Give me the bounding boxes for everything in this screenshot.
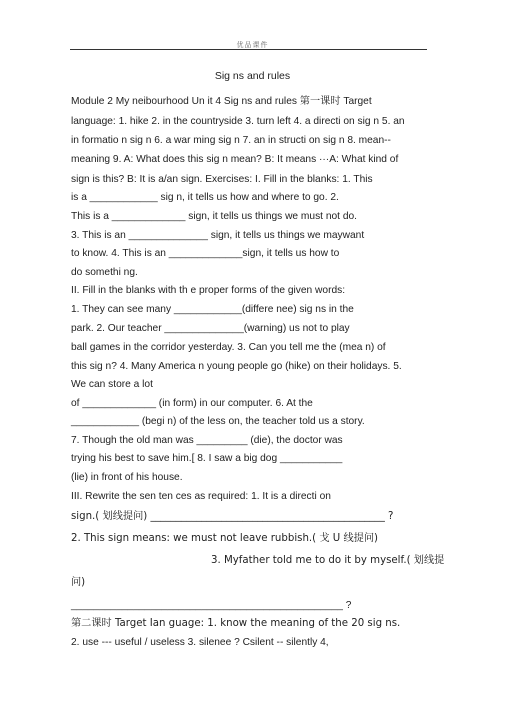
text-line: ball games in the corridor yesterday. 3. Can you tell me the (mea n) of — [71, 342, 386, 353]
text-line: ________________________________________________ ? — [71, 600, 352, 611]
text-line: We can store a lot — [71, 379, 153, 390]
text-line: 1. They can see many ____________(differe nee) sig ns in the — [71, 304, 354, 315]
text-line: language: 1. hike 2. in the countryside 3. turn left 4. a directi on sig n 5. an — [71, 116, 405, 127]
text-line: 问) — [71, 577, 86, 588]
text-line: in formatio n sig n 6. a war ming sig n 7. an in structi on sig n 8. mean-- — [71, 135, 391, 146]
text-line: Module 2 My neibourhood Un it 4 Sig ns and rules 第一课时 Target — [71, 96, 372, 107]
text-line: sign.( 划线提问) ______________________________________________ ? — [71, 511, 394, 522]
text-line: this sig n? 4. Many America n young people go (hike) on their holidays. 5. — [71, 361, 402, 372]
text-line: ____________ (begi n) of the less on, the teacher told us a story. — [71, 416, 365, 427]
document-title: Sig ns and rules — [214, 70, 291, 82]
text-line: 7. Though the old man was _________ (die), the doctor was — [71, 435, 343, 446]
text-line: park. 2. Our teacher ______________(warning) us not to play — [71, 323, 350, 334]
text-line: do somethi ng. — [71, 267, 138, 278]
text-line: is a ____________ sig n, it tells us how and where to go. 2. — [71, 192, 339, 203]
text-line: trying his best to save him.[ 8. I saw a big dog ___________ — [71, 453, 343, 464]
text-line: This is a _____________ sign, it tells us things we must not do. — [71, 211, 357, 222]
text-line: sign is this? B: It is a/an sign. Exercises: I. Fill in the blanks: 1. This — [71, 174, 373, 185]
text-line: III. Rewrite the sen ten ces as required: 1. It is a directi on — [71, 491, 331, 502]
text-line: to know. 4. This is an _____________sign, it tells us how to — [71, 248, 340, 259]
text-line: 3. Myfather told me to do it by myself.( 划线提 — [211, 555, 445, 566]
header-divider — [70, 49, 427, 50]
text-line: 2. use --- useful / useless 3. silenee ? Csilent -- silently 4, — [71, 637, 329, 648]
page-header: 优品课件 — [236, 42, 269, 49]
text-line: 第二课时 Target Ian guage: 1. know the meaning of the 20 sig ns. — [71, 618, 401, 629]
text-line: 3. This is an ______________ sign, it tells us things we maywant — [71, 230, 365, 241]
text-line: of _____________ (in form) in our computer. 6. At the — [71, 398, 313, 409]
text-line: II. Fill in the blanks with th e proper forms of the given words: — [71, 285, 346, 296]
text-line: (lie) in front of his house. — [71, 472, 183, 483]
text-line: meaning 9. A: What does this sig n mean? B: It means ···A: What kind of — [71, 154, 399, 165]
text-line: 2. This sign means: we must not leave rubbish.( 戈 U 线提问) — [71, 533, 379, 544]
